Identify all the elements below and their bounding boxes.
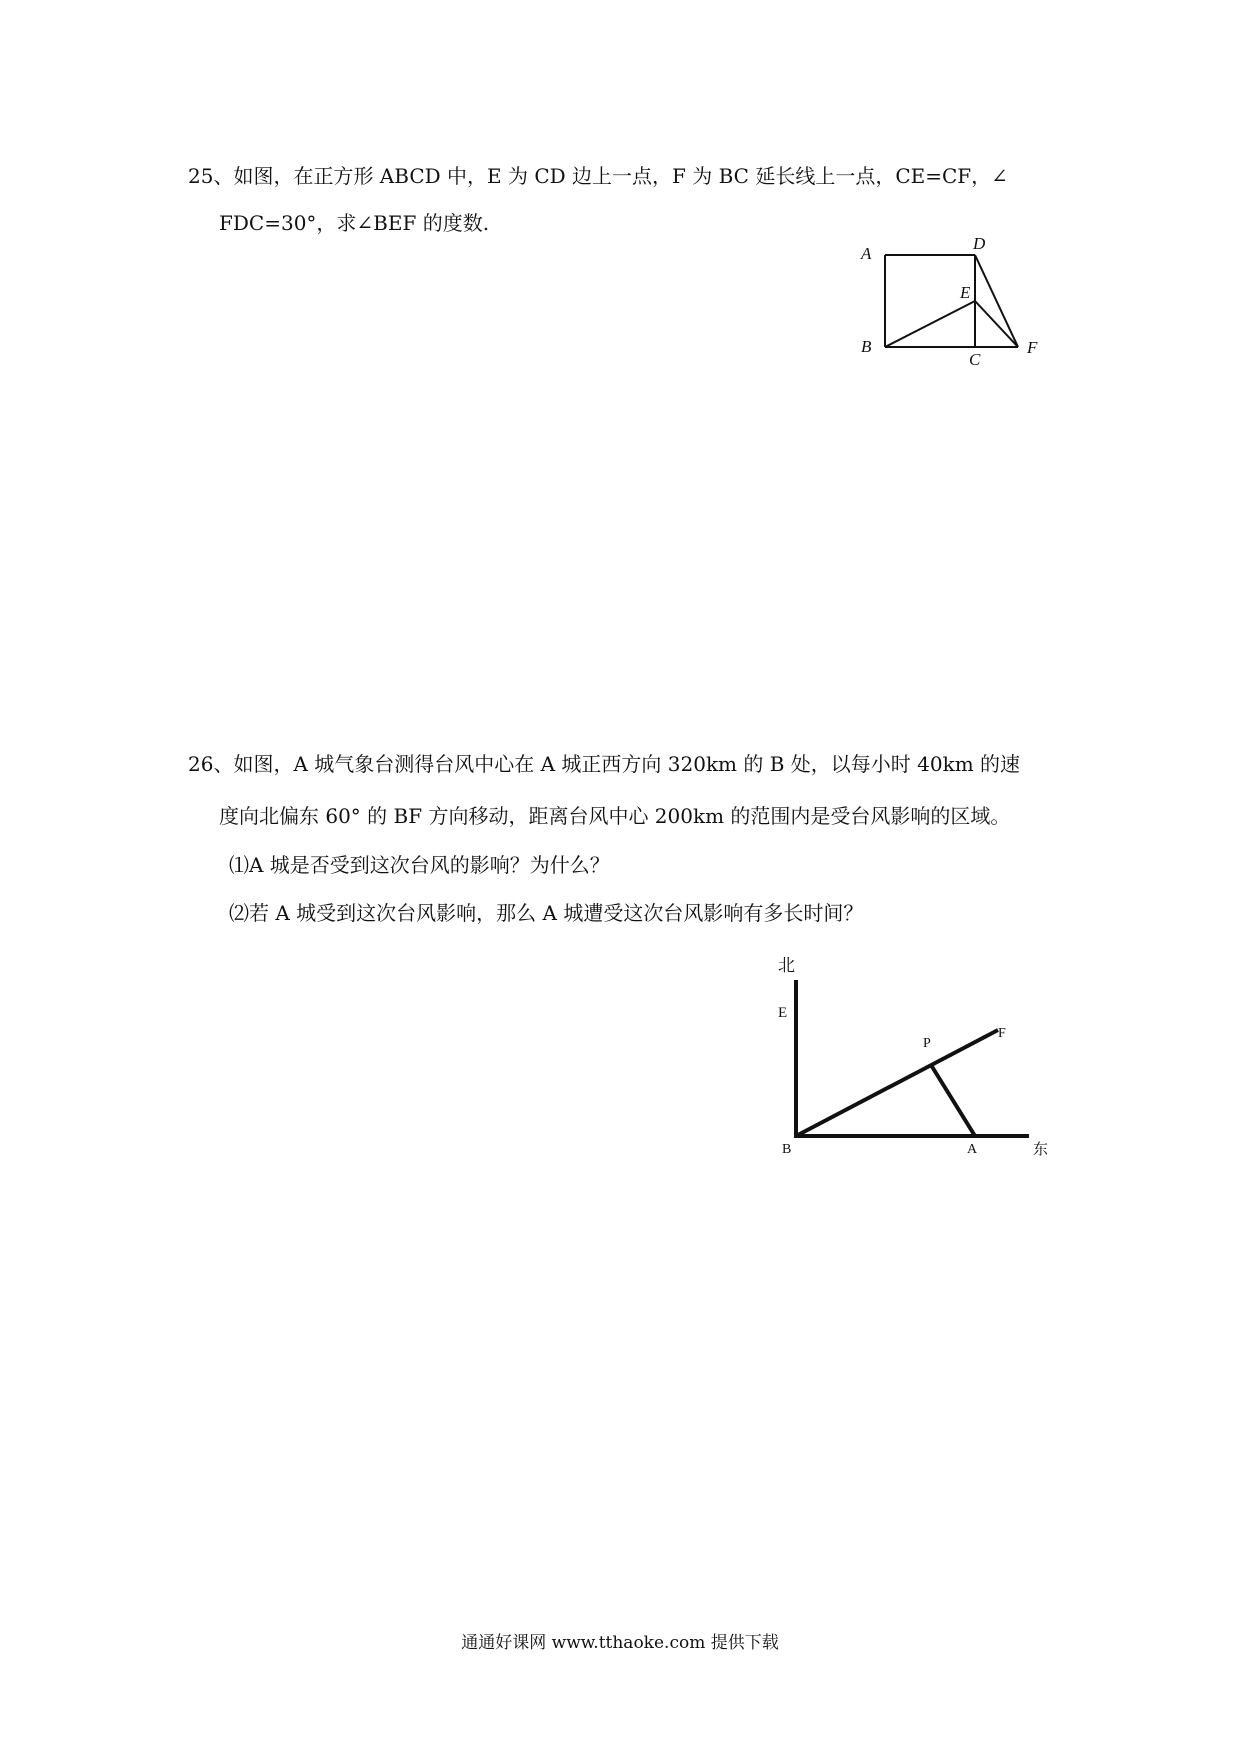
label-north: 北 bbox=[778, 956, 795, 975]
problem25-text-line2: FDC=30°，求∠BEF 的度数. bbox=[219, 211, 490, 235]
segment-BE bbox=[885, 301, 975, 347]
page-footer: 通通好课网 www.tthaoke.com 提供下载 bbox=[461, 1633, 779, 1653]
problem26-text-line2: 度向北偏东 60° 的 BF 方向移动，距离台风中心 200km 的范围内是受台风影响的区域。 bbox=[219, 804, 1011, 828]
problem26-text-line1: 26、如图，A 城气象台测得台风中心在 A 城正西方向 320km 的 B 处，以每小时 40km 的速 bbox=[188, 752, 1021, 776]
label-C: C bbox=[969, 350, 981, 369]
segment-DF bbox=[975, 255, 1018, 347]
problem25-text-line1: 25、如图，在正方形 ABCD 中，E 为 CD 边上一点，F 为 BC 延长线上一点，CE=CF，∠ bbox=[188, 164, 1008, 188]
problem25-figure bbox=[850, 230, 1060, 370]
label-F: F bbox=[1027, 338, 1038, 357]
label-B: B bbox=[861, 337, 872, 356]
segment-EF bbox=[975, 301, 1018, 347]
label-E: E bbox=[960, 283, 971, 302]
label-E: E bbox=[778, 1005, 788, 1021]
problem26-question1: ⑴A 城是否受到这次台风的影响？为什么？ bbox=[229, 853, 610, 877]
path-BF bbox=[796, 1030, 998, 1136]
label-A: A bbox=[967, 1142, 978, 1157]
label-F: F bbox=[998, 1026, 1006, 1041]
label-east: 东 bbox=[1033, 1142, 1049, 1158]
problem26-question2: ⑵若 A 城受到这次台风影响，那么 A 城遭受这次台风影响有多长时间？ bbox=[229, 901, 864, 925]
label-B: B bbox=[782, 1142, 792, 1157]
label-D: D bbox=[973, 234, 986, 253]
segment-PA bbox=[931, 1065, 975, 1136]
label-P: P bbox=[923, 1036, 931, 1051]
label-A: A bbox=[861, 244, 872, 263]
problem26-figure bbox=[760, 945, 1060, 1170]
